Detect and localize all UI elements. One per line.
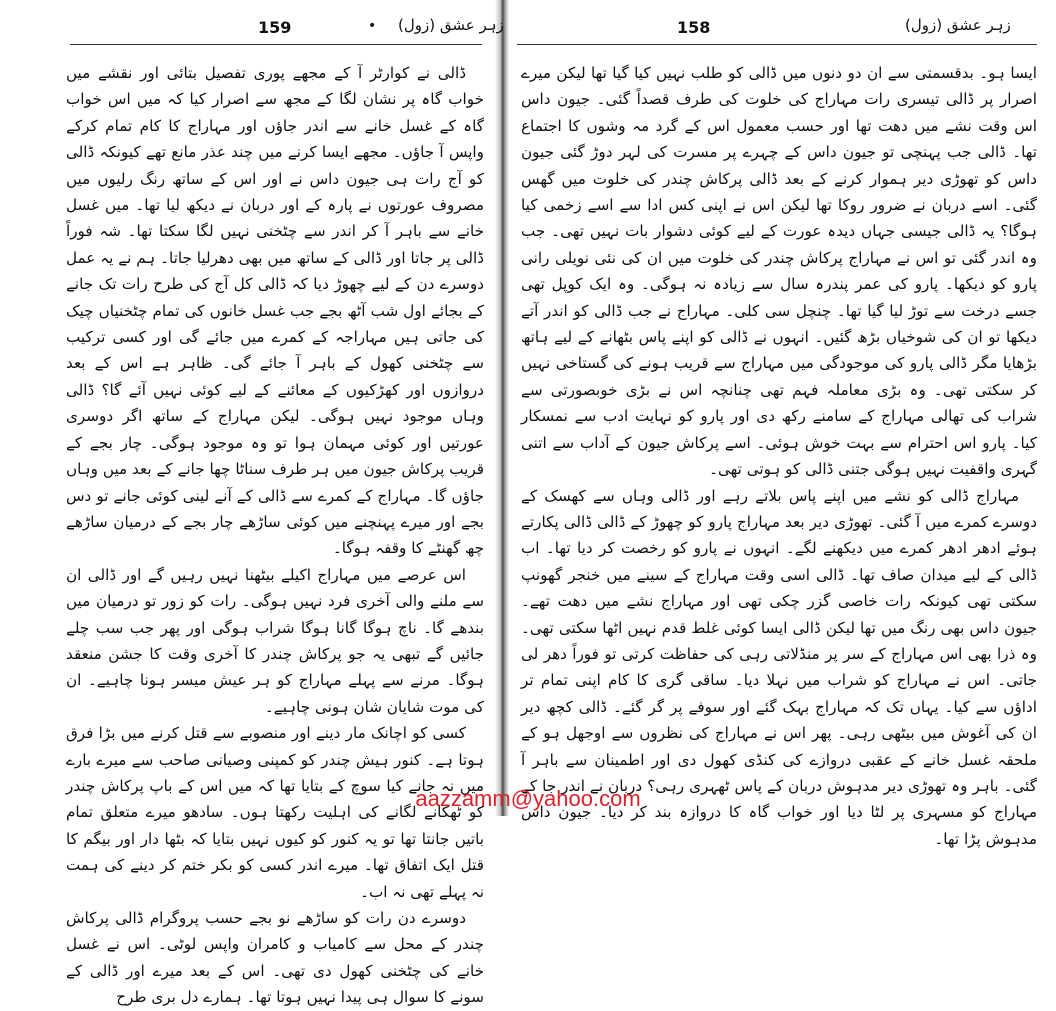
right-text-block: [521, 60, 1037, 852]
right-page-number: 158: [677, 18, 711, 37]
right-paragraph: مہاراج ڈالی کو نشے میں اپنے پاس بلاتے رہے اور ڈالی وہاں سے کھسک کے دوسرے کمرے میں آ گئی۔ تھوڑی دیر بعد مہاراج پارو کو چھوڑ کے ڈالی ڈالی پکارتے ہوئے ادھر ادھر کمرے میں دیکھنے لگے۔ انہوں نے پارو کو رخصت کر دیا تھا۔ اب ڈالی کے لیے میدان صاف تھا۔ ڈالی اسی وقت مہاراج کے سینے میں خنجر گھونپ سکتی تھی کیونکہ رات خاصی گزر چکی تھی اور مہاراج نشے میں دھت تھے۔ جیون داس بھی رنگ میں تھا لیکن ڈالی ایسا کوئی غلط قدم نہیں اٹھا سکتی تھی۔ وہ ذرا بھی اس مہاراج کے سر پر منڈلاتی رہی کی حفاظت کرتی تو فوراً دھر لی جاتی۔ اس نے مہاراج کو شراب میں نہلا دیا۔ ساقی گری کا کام اپنی تمام تر اداؤں سے کیا۔ یہاں تک کہ مہاراج بہک گئے اور سوفے پر گر گئے۔ ڈالی کچھ دیر ان کی آغوش میں بیٹھی رہی۔ پھر اس نے مہاراج کی نظروں سے اوجھل ہو کے ملحقہ غسل خانے کے عقبی دروازے کی کنڈی کھول دی اور اطمینان سے باہر آ گئی۔ باہر وہ تھوڑی دیر مدہوش دربان کے پاس ٹھہری رہی؟ دربان نے اندر جا کے مہاراج کو مسہری پر لٹا دیا اور خواب گاہ کا دروازہ بند کر دیا۔ جیون داس مدہوش پڑا تھا۔: [521, 486, 1037, 848]
left-text-block: [66, 60, 484, 1011]
right-header-rule: [517, 44, 1037, 45]
left-page: [0, 0, 505, 1007]
left-running-title: زہر عشق (زول): [398, 16, 504, 34]
left-page-number: 159: [258, 18, 292, 37]
footer-email: aazzamm@yahoo.com: [415, 786, 641, 811]
left-paragraph: کسی کو اچانک مار دینے اور منصوبے سے قتل کرنے میں بڑا فرق ہوتا ہے۔ کنور ہیش چندر کو کمپنی وصیانی صاحب سے میرے بارے میں نہ جانے کیا سوچ کے بتایا تھا کہ میں اس کے باپ پرکاش چندر کو ٹھکانے لگانے کی اہلیت رکھتا ہوں۔ سادھو میرے متعلق تمام باتیں جانتا تھا تو یہ کنور کو کیوں نہیں بتایا کہ بٹھا دار اور بیگم کا قتل ایک اتفاق تھا۔ میرے اندر کسی کو بکر ختم کر دینے کی ہمت نہ پہلے تھی نہ اب۔: [66, 724, 484, 901]
right-running-title: زہر عشق (زول): [905, 16, 1011, 34]
header-dot: •: [368, 18, 377, 34]
left-paragraph: دوسرے دن رات کو ساڑھے نو بجے حسب پروگرام ڈالی پرکاش چندر کے محل سے کامیاب و کامران واپس لوٹی۔ اس نے غسل خانے کی چٹخنی کھول دی تھی۔ اس کے بعد میرے اور ڈالی کے سونے کا سوال ہی پیدا نہیں ہوتا تھا۔ ہمارے دل بری طرح: [66, 909, 484, 1007]
left-paragraph: ڈالی نے کوارٹر آ کے مجھے پوری تفصیل بتائی اور نقشے میں خواب گاہ پر نشان لگا کے مجھ سے اصرار کیا کہ میں اس خواب گاہ کے غسل خانے سے اندر جاؤں اور مہاراج کا کام تمام کرکے واپس آ جاؤں۔ مجھے ایسا کرنے میں چند عذر مانع تھے کیونکہ ڈالی کو آج رات ہی جیون داس نے اور اس کے ساتھ رنگ رلیوں میں مصروف عورتوں نے پارہ کے اور دربان نے دیکھ لیا تھا۔ میں غسل خانے سے باہر آ کر اندر سے چٹخنی نہیں لگا سکتا تھا۔ شہ فوراً ڈالی پر جاتا اور ڈالی کے ساتھ میں بھی دھرلیا جاتا۔ ہم نے یہ عمل دوسرے دن کے لیے چھوڑ دیا کہ ڈالی کل آج کی طرح رات تک جانے کے بجائے اول شب آٹھ بجے جب غسل خانوں کی تمام چٹخنیاں چیک کی جاتی ہیں مہاراجہ کے کمرے میں جائے گی اور کسی ترکیب سے چٹخنی کھول کے باہر آ جائے گی۔ ظاہر ہے اس کے بعد دروازوں اور کھڑکیوں کے معائنے کے لیے کوئی نہیں آئے گا؟ ڈالی وہاں موجود نہیں ہوگی۔ لیکن مہاراج کے ساتھ اگر دوسری عورتیں اور کوئی مہمان ہوا تو وہ موجود ہوگی۔ چار بجے کے قریب پرکاش جیون میں ہر طرف سناٹا چھا جانے کے بعد میں وہاں جاؤں گا۔ مہاراج کے کمرے سے ڈالی کے آنے لینی کوئی جانے تو دس بجے اور میرے پہنچنے میں کوئی ساڑھے چار بجے کے درمیان ساڑھے چھ گھنٹے کا وقفہ ہوگا۔: [66, 64, 484, 558]
left-header-rule: [70, 44, 482, 45]
left-paragraph: اس عرصے میں مہاراج اکیلے بیٹھنا نہیں رہیں گے اور ڈالی ان سے ملنے والی آخری فرد نہیں ہوگی۔ رات کو زور تو درمیان میں بندھے گا۔ ناچ ہوگا گانا ہوگا شراب ہوگی اور پھر جب سب چلے جائیں گے تبھی یہ جو پرکاش چندر کا آخری وقت کا جشن منعقد ہوگا۔ مرنے سے پہلے مہاراج کو ہر عیش میسر ہونا چاہیے۔ ان کی موت شایان شان ہونی چاہیے۔: [66, 565, 484, 716]
right-paragraph: ایسا ہو۔ بدقسمتی سے ان دو دنوں میں ڈالی کو طلب نہیں کیا گیا تھا لیکن میرے اصرار پر ڈالی تیسری رات مہاراج کی خلوت کی طرف قصداً گئی۔ جیون داس اس وقت نشے میں دھت تھا اور حسب معمول اس کے گرد مہ وشوں کا اجتماع تھا۔ ڈالی جب پہنچی تو جیون داس کے چہرے پر مسرت کی لہر دوڑ گئی جیون داس کو تھوڑی دیر ہموار کرنے کے بعد ڈالی پرکاش چندر کی خلوت میں گھس گئی۔ اسے دربان نے ضرور روکا تھا لیکن اس نے اپنی کس ادا سے اسے زخمی کیا ہوگا؟ یہ ڈالی جیسی جہاں دیدہ عورت کے لیے کوئی دشوار بات نہیں تھی۔ جب وہ اندر گئی تو اس نے مہاراج پرکاش چندر کی خلوت میں ان کی نئی نویلی رانی پارو کو دیکھا۔ پارو کی عمر پندرہ سال سے زیادہ نہ ہوگی۔ وہ ایک کوپل تھی جسے درخت سے توڑ لیا گیا تھا۔ چنچل سی کلی۔ مہاراج نے جب ڈالی کو اندر آتے دیکھا تو ان کی شوخیاں بڑھ گئیں۔ انہوں نے ڈالی کو اپنے پاس بٹھانے کے لیے ہاتھ بڑھایا مگر ڈالی پارو کی موجودگی میں مہاراج سے قریب ہونے کی گستاخی نہیں کر سکتی تھی۔ وہ بڑی معاملہ فہم تھی چنانچہ اس نے بڑی خوبصورتی سے شراب کی تھالی مہاراج کے سامنے رکھ دی اور پارو کو نہایت ادب سے نمسکار کیا۔ پارو اس احترام سے بہت خوش ہوئی۔ اسے پرکاش جیون کے آداب سے اتنی گہری واقفیت نہیں ہوگی جتنی ڈالی کو ہوتی تھی۔: [521, 64, 1037, 479]
